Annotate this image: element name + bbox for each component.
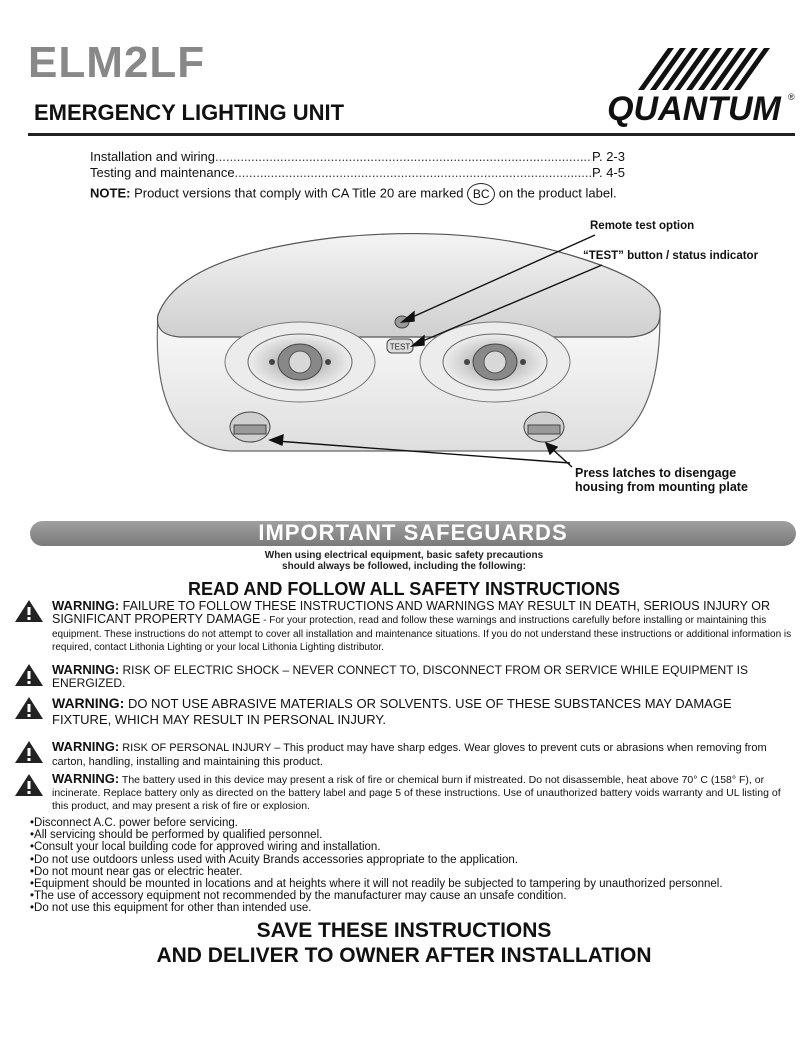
- precaution-line2: should always be followed, including the following:: [282, 561, 526, 572]
- warning-head: WARNING:: [52, 739, 120, 754]
- registered-mark: ®: [788, 92, 795, 102]
- model-title: ELM2LF: [28, 38, 206, 87]
- callout-latch-line1: Press latches to disengage: [575, 466, 737, 480]
- toc-leader: [235, 165, 592, 180]
- safety-bullet-list: [30, 817, 723, 915]
- warning-head: WARNING:: [52, 695, 125, 711]
- toc-page: P. 2-3: [591, 149, 625, 164]
- callout-latch-line2: housing from mounting plate: [575, 480, 748, 494]
- warning-head: WARNING:: [52, 598, 120, 613]
- warning-icon: [14, 740, 44, 764]
- safeguards-banner-text: IMPORTANT SAFEGUARDS: [258, 520, 568, 545]
- list-item: •Do not use outdoors unless used with Acuity Brands accessories appropriate to the application.: [30, 853, 518, 866]
- toc-label: Installation and wiring: [90, 149, 216, 164]
- warning-block-3: [14, 696, 794, 728]
- warning-block-2: [14, 663, 794, 690]
- footer-line1: SAVE THESE INSTRUCTIONS: [256, 919, 552, 942]
- list-item: •The use of accessory equipment not recommended by the manufacturer may cause an unsafe condition.: [30, 890, 567, 903]
- toc-page: P. 4-5: [591, 165, 625, 180]
- quantum-logo: [598, 40, 798, 132]
- list-item: •Do not mount near gas or electric heater.: [30, 865, 243, 878]
- warning-head: WARNING:: [52, 662, 120, 677]
- toc-row-installation: [90, 149, 625, 164]
- warning-head: WARNING:: [52, 771, 120, 786]
- lamp-head-right: [420, 322, 570, 402]
- latch-right: [524, 412, 564, 442]
- document-subtitle: EMERGENCY LIGHTING UNIT: [34, 100, 345, 125]
- title20-note: [90, 183, 617, 205]
- warning-body: - For your protection, read and follow these warnings and instructions carefully before installing or maintaining this equipment. These instructions do not attempt to cover all installation and maintenance situations. If you do not understand these instructions or additional information is required, contact Lithonia Lighting or your local Lithonia Lighting distributor.: [52, 615, 792, 653]
- latch-left: [230, 412, 270, 442]
- warning-icon: [14, 663, 44, 687]
- warning-icon: [14, 696, 44, 720]
- callout-remote-test: Remote test option: [590, 220, 695, 232]
- callout-latches: [575, 466, 748, 494]
- warning-block-1: [14, 599, 794, 654]
- footer-line2: AND DELIVER TO OWNER AFTER INSTALLATION: [156, 944, 652, 967]
- warning-body: The battery used in this device may present a risk of fire or chemical burn if mistreated. Do not disassemble, heat above 70° C (158° F), or incinerate. Replace battery only as directed on the battery label and page 5 of these instructions. Use of unauthorized battery voids warranty and UL listing of this product, and may present a risk of fire or explosion.: [52, 774, 781, 812]
- note-prefix: NOTE:: [90, 185, 131, 201]
- warning-block-5: [14, 773, 794, 812]
- list-item: •All servicing should be performed by qualified personnel.: [30, 829, 323, 842]
- save-instructions-footer: [0, 918, 808, 968]
- warning-icon: [14, 599, 44, 623]
- precaution-line1: When using electrical equipment, basic safety precautions: [264, 550, 544, 561]
- list-item: •Disconnect A.C. power before servicing.: [30, 817, 238, 829]
- callout-test-button: “TEST” button / status indicator: [583, 250, 759, 262]
- brand-name: QUANTUM: [607, 90, 781, 128]
- test-button-label: TEST: [389, 342, 411, 352]
- lamp-head-left: [225, 322, 375, 402]
- toc-leader: [215, 149, 592, 164]
- warning-caps: RISK OF ELECTRIC SHOCK – NEVER CONNECT TO, DISCONNECT FROM OR SERVICE WHILE EQUIPMENT IS ENERGIZED.: [52, 663, 748, 690]
- header-rule: [28, 133, 795, 136]
- list-item: •Consult your local building code for approved wiring and installation.: [30, 841, 381, 854]
- note-text-after: on the product label.: [495, 185, 617, 201]
- warning-caps: DO NOT USE ABRASIVE MATERIALS OR SOLVENTS. USE OF THESE SUBSTANCES MAY DAMAGE FIXTURE, WHICH MAY RESULT IN PERSONAL INJURY.: [52, 696, 732, 727]
- note-text-before: Product versions that comply with CA Title 20 are marked: [130, 185, 468, 201]
- precaution-text: [0, 550, 808, 572]
- bc-badge: BC: [467, 183, 495, 205]
- safeguards-banner: [30, 521, 796, 546]
- warning-icon: [14, 773, 44, 797]
- toc-label: Testing and maintenance: [90, 165, 235, 180]
- safety-heading: READ AND FOLLOW ALL SAFETY INSTRUCTIONS: [188, 579, 620, 599]
- warning-body: RISK OF PERSONAL INJURY – This product may have sharp edges. Wear gloves to prevent cuts or abrasions when removing from carton, handling, installing and maintaining this product.: [52, 742, 767, 768]
- toc-row-testing: [90, 165, 625, 180]
- warning-block-4: [14, 740, 794, 769]
- list-item: •Equipment should be mounted in locations and at heights where it will not readily be subjected to tampering by unauthorized personnel.: [30, 878, 723, 891]
- list-item: •Do not use this equipment for other than intended use.: [30, 902, 312, 915]
- warning-caps: FAILURE TO FOLLOW THESE INSTRUCTIONS AND WARNINGS MAY RESULT IN DEATH, SERIOUS INJURY OR SIGNIFICANT PROPERTY DAMAGE: [52, 599, 770, 626]
